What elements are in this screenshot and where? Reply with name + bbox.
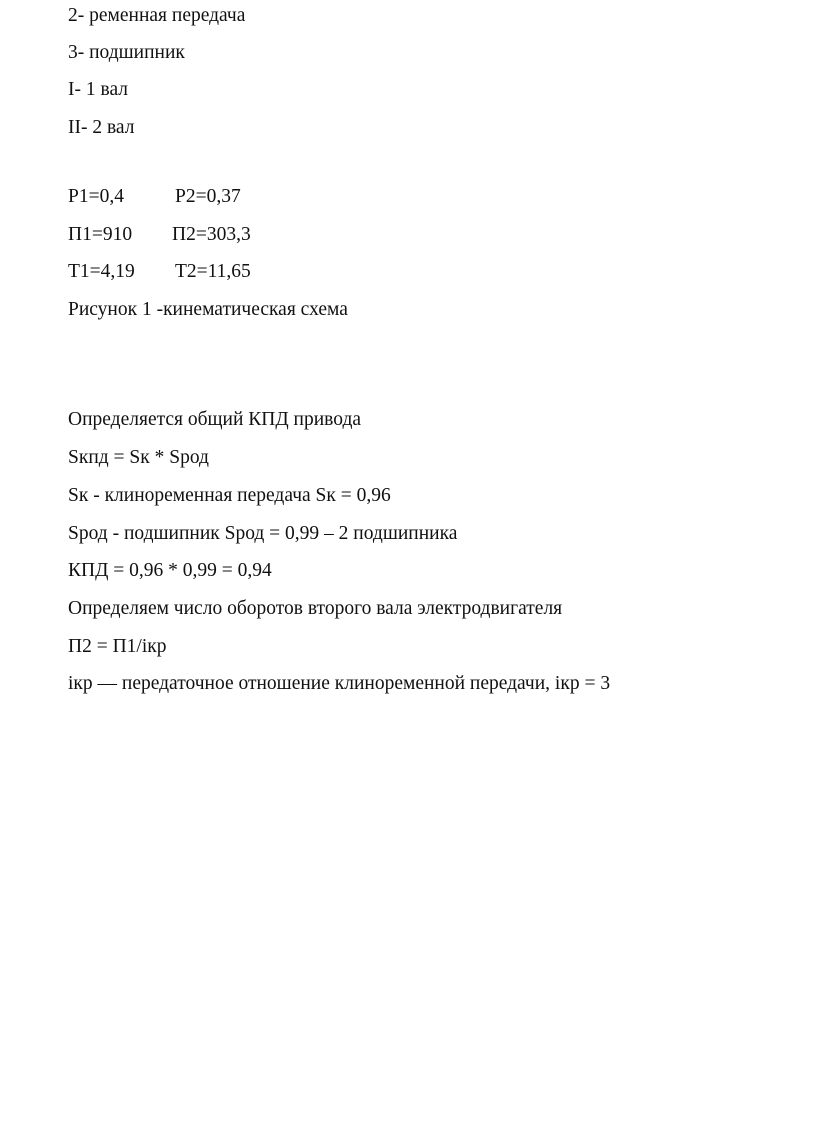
- figure-caption: Рисунок 1 -кинематическая схема: [68, 299, 348, 320]
- param-t2: T2=11,65: [175, 261, 251, 282]
- legend-item-bearing: 3- подшипник: [68, 42, 185, 63]
- param-n2: П2=303,3: [172, 224, 251, 245]
- param-p1: P1=0,4: [68, 186, 124, 207]
- calc-line-speed-heading: Определяем число оборотов второго вала электродвигателя: [68, 598, 563, 619]
- legend-item-belt-drive: 2- ременная передача: [68, 5, 246, 26]
- calc-line-speed-formula: П2 = П1/iкр: [68, 636, 167, 657]
- calc-line-efficiency-formula: Sкпд = Sк * Sрод: [68, 447, 209, 468]
- calc-line-efficiency-heading: Определяется общий КПД привода: [68, 409, 362, 430]
- param-t1: T1=4,19: [68, 261, 135, 282]
- legend-item-shaft-1: I- 1 вал: [68, 79, 128, 100]
- param-n1: П1=910: [68, 224, 133, 245]
- calc-line-efficiency-result: КПД = 0,96 * 0,99 = 0,94: [68, 560, 272, 581]
- calc-line-vbelt: Sк - клиноременная передача Sк = 0,96: [68, 485, 391, 506]
- param-p2: P2=0,37: [175, 186, 241, 207]
- calc-line-bearing: Sрод - подшипник Sрод = 0,99 – 2 подшипника: [68, 523, 458, 544]
- legend-item-shaft-2: II- 2 вал: [68, 117, 135, 138]
- calc-line-ratio: iкр — передаточное отношение клиноременной передачи, iкр = 3: [68, 673, 611, 694]
